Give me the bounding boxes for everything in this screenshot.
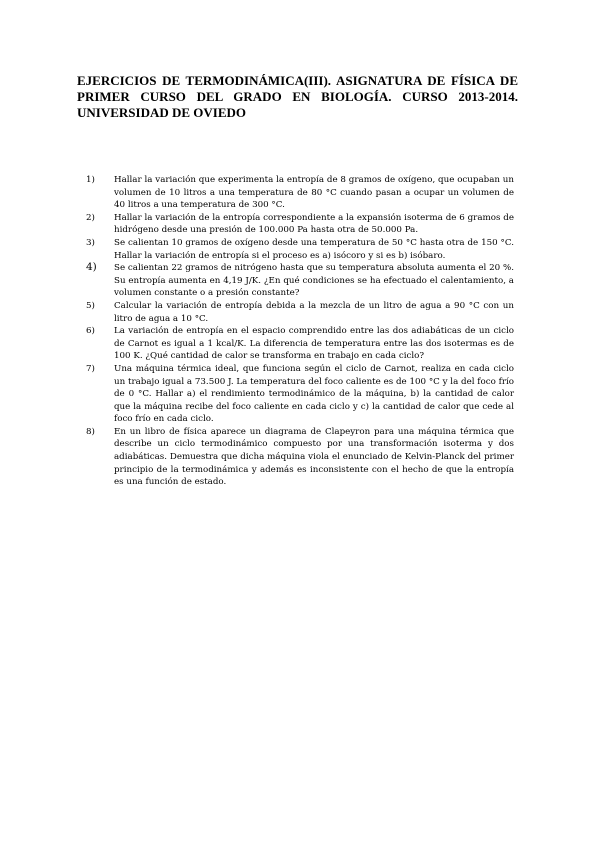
exercise-number: 4) [86,261,97,274]
exercise-list [86,174,514,489]
exercise-text: En un libro de física aparece un diagrama de Clapeyron para una máquina térmica que describe un ciclo termodinámico compuesto por una transformación isoterma y dos adiabáticas. Demuestra que dicha máquina viola el enunciado de Kelvin-Planck del primer principio de la termodinámica y además es inconsistente con el hecho de que la entropía es una función de estado. [114,426,514,488]
exercise-text: Se calientan 10 gramos de oxígeno desde una temperatura de 50 °C hasta otra de 150 °C. Hallar la variación de entropía si el proceso es a) isócoro y si es b) isóbaro. [114,237,514,261]
exercise-number: 3) [86,237,95,248]
exercise-number: 5) [86,300,95,311]
exercise-number: 6) [86,326,95,337]
exercise-number: 8) [86,426,95,437]
exercise-item [86,174,514,212]
exercise-item [86,363,514,426]
exercise-number: 1) [86,175,95,185]
exercise-text: Calcular la variación de entropía debida a la mezcla de un litro de agua a 90 °C con un litro de agua a 10 °C. [114,300,514,324]
exercise-item [86,426,514,489]
exercise-text: La variación de entropía en el espacio comprendido entre las dos adiabáticas de un ciclo de Carnot es igual a 1 kcal/K. La diferencia de temperatura entre las dos isotermas es de 100 K. ¿Qué cantidad de calor se transforma en trabajo en cada ciclo? [114,326,514,362]
exercise-item [86,237,514,262]
exercise-text: Hallar la variación que experimenta la entropía de 8 gramos de oxígeno, que ocupaban un volumen de 10 litros a una temperatura de 80 °C cuando pasan a ocupar un volumen de 40 litros a una temperatura de 300 °C. [114,175,514,211]
document-title: EJERCICIOS DE TERMODINÁMICA(III). ASIGNATURA DE FÍSICA DE PRIMER CURSO DEL GRADO EN BIOLOGÍA. CURSO 2013-2014. UNIVERSIDAD DE OVIEDO [77,73,518,120]
exercise-text: Se calientan 22 gramos de nitrógeno hasta que su temperatura absoluta aumenta el 20 %. Su entropía aumenta en 4,19 J/K. ¿En qué condiciones se ha efectuado el calentamiento, a volumen constante o a presión constante? [114,263,514,299]
exercise-item [86,300,514,325]
exercise-text: Hallar la variación de la entropía correspondiente a la expansión isoterma de 6 gramos de hidrógeno desde una presión de 100.000 Pa hasta otra de 50.000 Pa. [114,212,514,236]
exercise-number: 7) [86,363,95,374]
exercise-item [86,325,514,363]
exercise-item [86,212,514,237]
exercise-item [86,262,514,300]
exercise-text: Una máquina térmica ideal, que funciona según el ciclo de Carnot, realiza en cada ciclo un trabajo igual a 73.500 J. La temperatura del foco caliente es de 100 °C y la del foco frío de 0 °C. Hallar a) el rendimiento termodinámico de la máquina, b) la cantidad de calor que la máquina recibe del foco caliente en cada ciclo y c) la cantidad de calor que cede al foco frío en cada ciclo. [114,363,514,425]
exercise-number: 2) [86,212,95,223]
